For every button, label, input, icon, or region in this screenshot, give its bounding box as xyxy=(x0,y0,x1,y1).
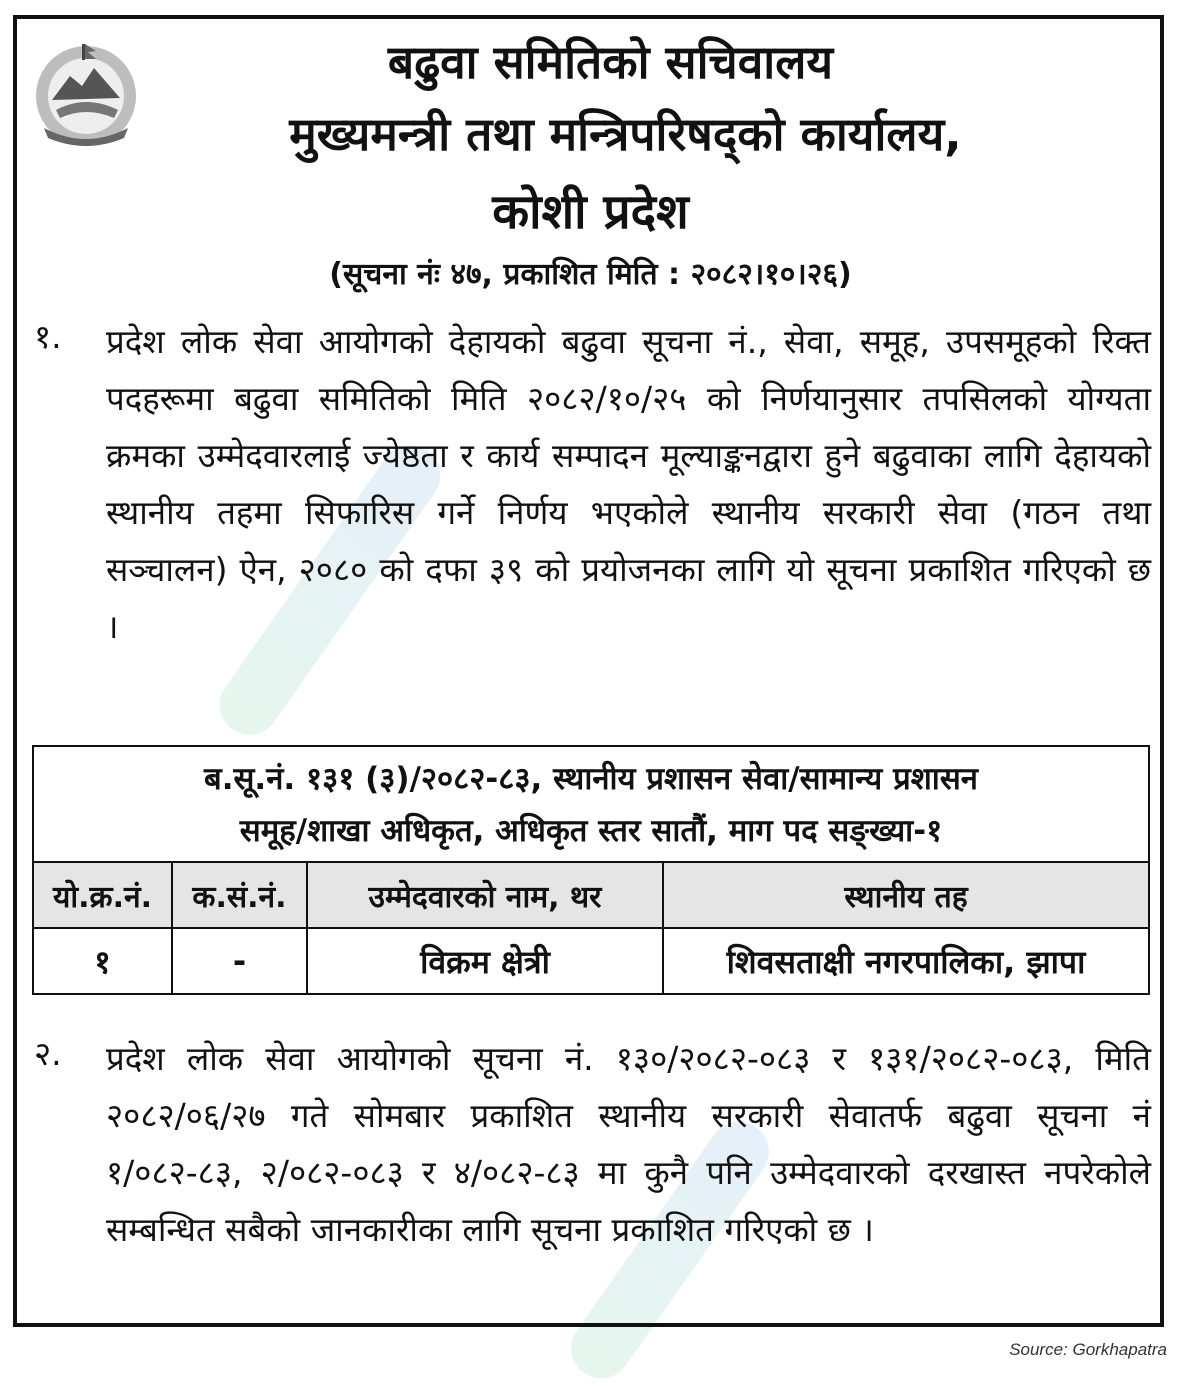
header-secretariat-title: बढुवा समितिको सचिवालय xyxy=(387,35,834,89)
table-row xyxy=(33,928,1149,994)
notice-number-date: (सूचना नंः ४७, प्रकाशित मिति : २०८२।१०।२६) xyxy=(329,257,852,292)
table-caption xyxy=(33,746,1149,862)
section-2-text: प्रदेश लोक सेवा आयोगको सूचना नं. १३०/२०८२-०८३ र १३१/२०८२-०८३, मिति २०८२/०६/२७ गते सोमबार प्रकाशित स्थानीय सरकारी सेवातर्फ बढुवा सूचना नं १/०८२-८३, २/०८२-०८३ र ४/०८२-८३ मा कुनै पनि उम्मेदवारको दरखास्त नपरेकोले सम्बन्धित सबैको जानकारीका लागि सूचना प्रकाशित गरिएको छ । xyxy=(106,1039,1151,1249)
table-caption-line-2: समूह/शाखा अधिकृत, अधिकृत स्तर सातौं, माग पद सङ्ख्या-१ xyxy=(239,813,943,849)
table-header-row xyxy=(33,862,1149,928)
promotion-recommendation-table xyxy=(32,745,1150,995)
header-office-title: मुख्यमन्त्री तथा मन्त्रिपरिषद्को कार्यालय, xyxy=(289,107,962,161)
cell-local-level: शिवसताक्षी नगरपालिका, झापा xyxy=(663,928,1149,994)
header-province-title: कोशी प्रदेश xyxy=(492,184,689,240)
section-2-number: २. xyxy=(34,1034,62,1073)
table-caption-line-1: ब.सू.नं. १३१ (३)/२०८२-८३, स्थानीय प्रशासन सेवा/सामान्य प्रशासन xyxy=(204,761,978,797)
cell-candidate-name: विक्रम क्षेत्री xyxy=(307,928,663,994)
col-serial-number: यो.क्र.नं. xyxy=(33,862,172,928)
col-candidate-name: उम्मेदवारको नाम, थर xyxy=(307,862,663,928)
cell-serial-number: १ xyxy=(33,928,172,994)
source-credit: Source: Gorkhapatra xyxy=(1009,1340,1167,1359)
col-roll-number: क.सं.नं. xyxy=(172,862,307,928)
col-local-level: स्थानीय तह xyxy=(663,862,1149,928)
section-1-number: १. xyxy=(34,317,62,356)
section-1-text: प्रदेश लोक सेवा आयोगको देहायको बढुवा सूचना नं., सेवा, समूह, उपसमूहको रिक्त पदहरूमा बढुवा समितिको मिति २०८२/१०/२५ को निर्णयानुसार तपसिलको योग्यता क्रमका उम्मेदवारलाई ज्येष्ठता र कार्य सम्पादन मूल्याङ्कनद्वारा हुने बढुवाका लागि देहायको स्थानीय तहमा सिफारिस गर्ने निर्णय भएकोले स्थानीय सरकारी सेवा (गठन तथा सञ्चालन) ऐन, २०८० को दफा ३९ को प्रयोजनका लागि यो सूचना प्रकाशित गरिएको छ । xyxy=(106,322,1151,646)
cell-roll-number: - xyxy=(172,928,307,994)
